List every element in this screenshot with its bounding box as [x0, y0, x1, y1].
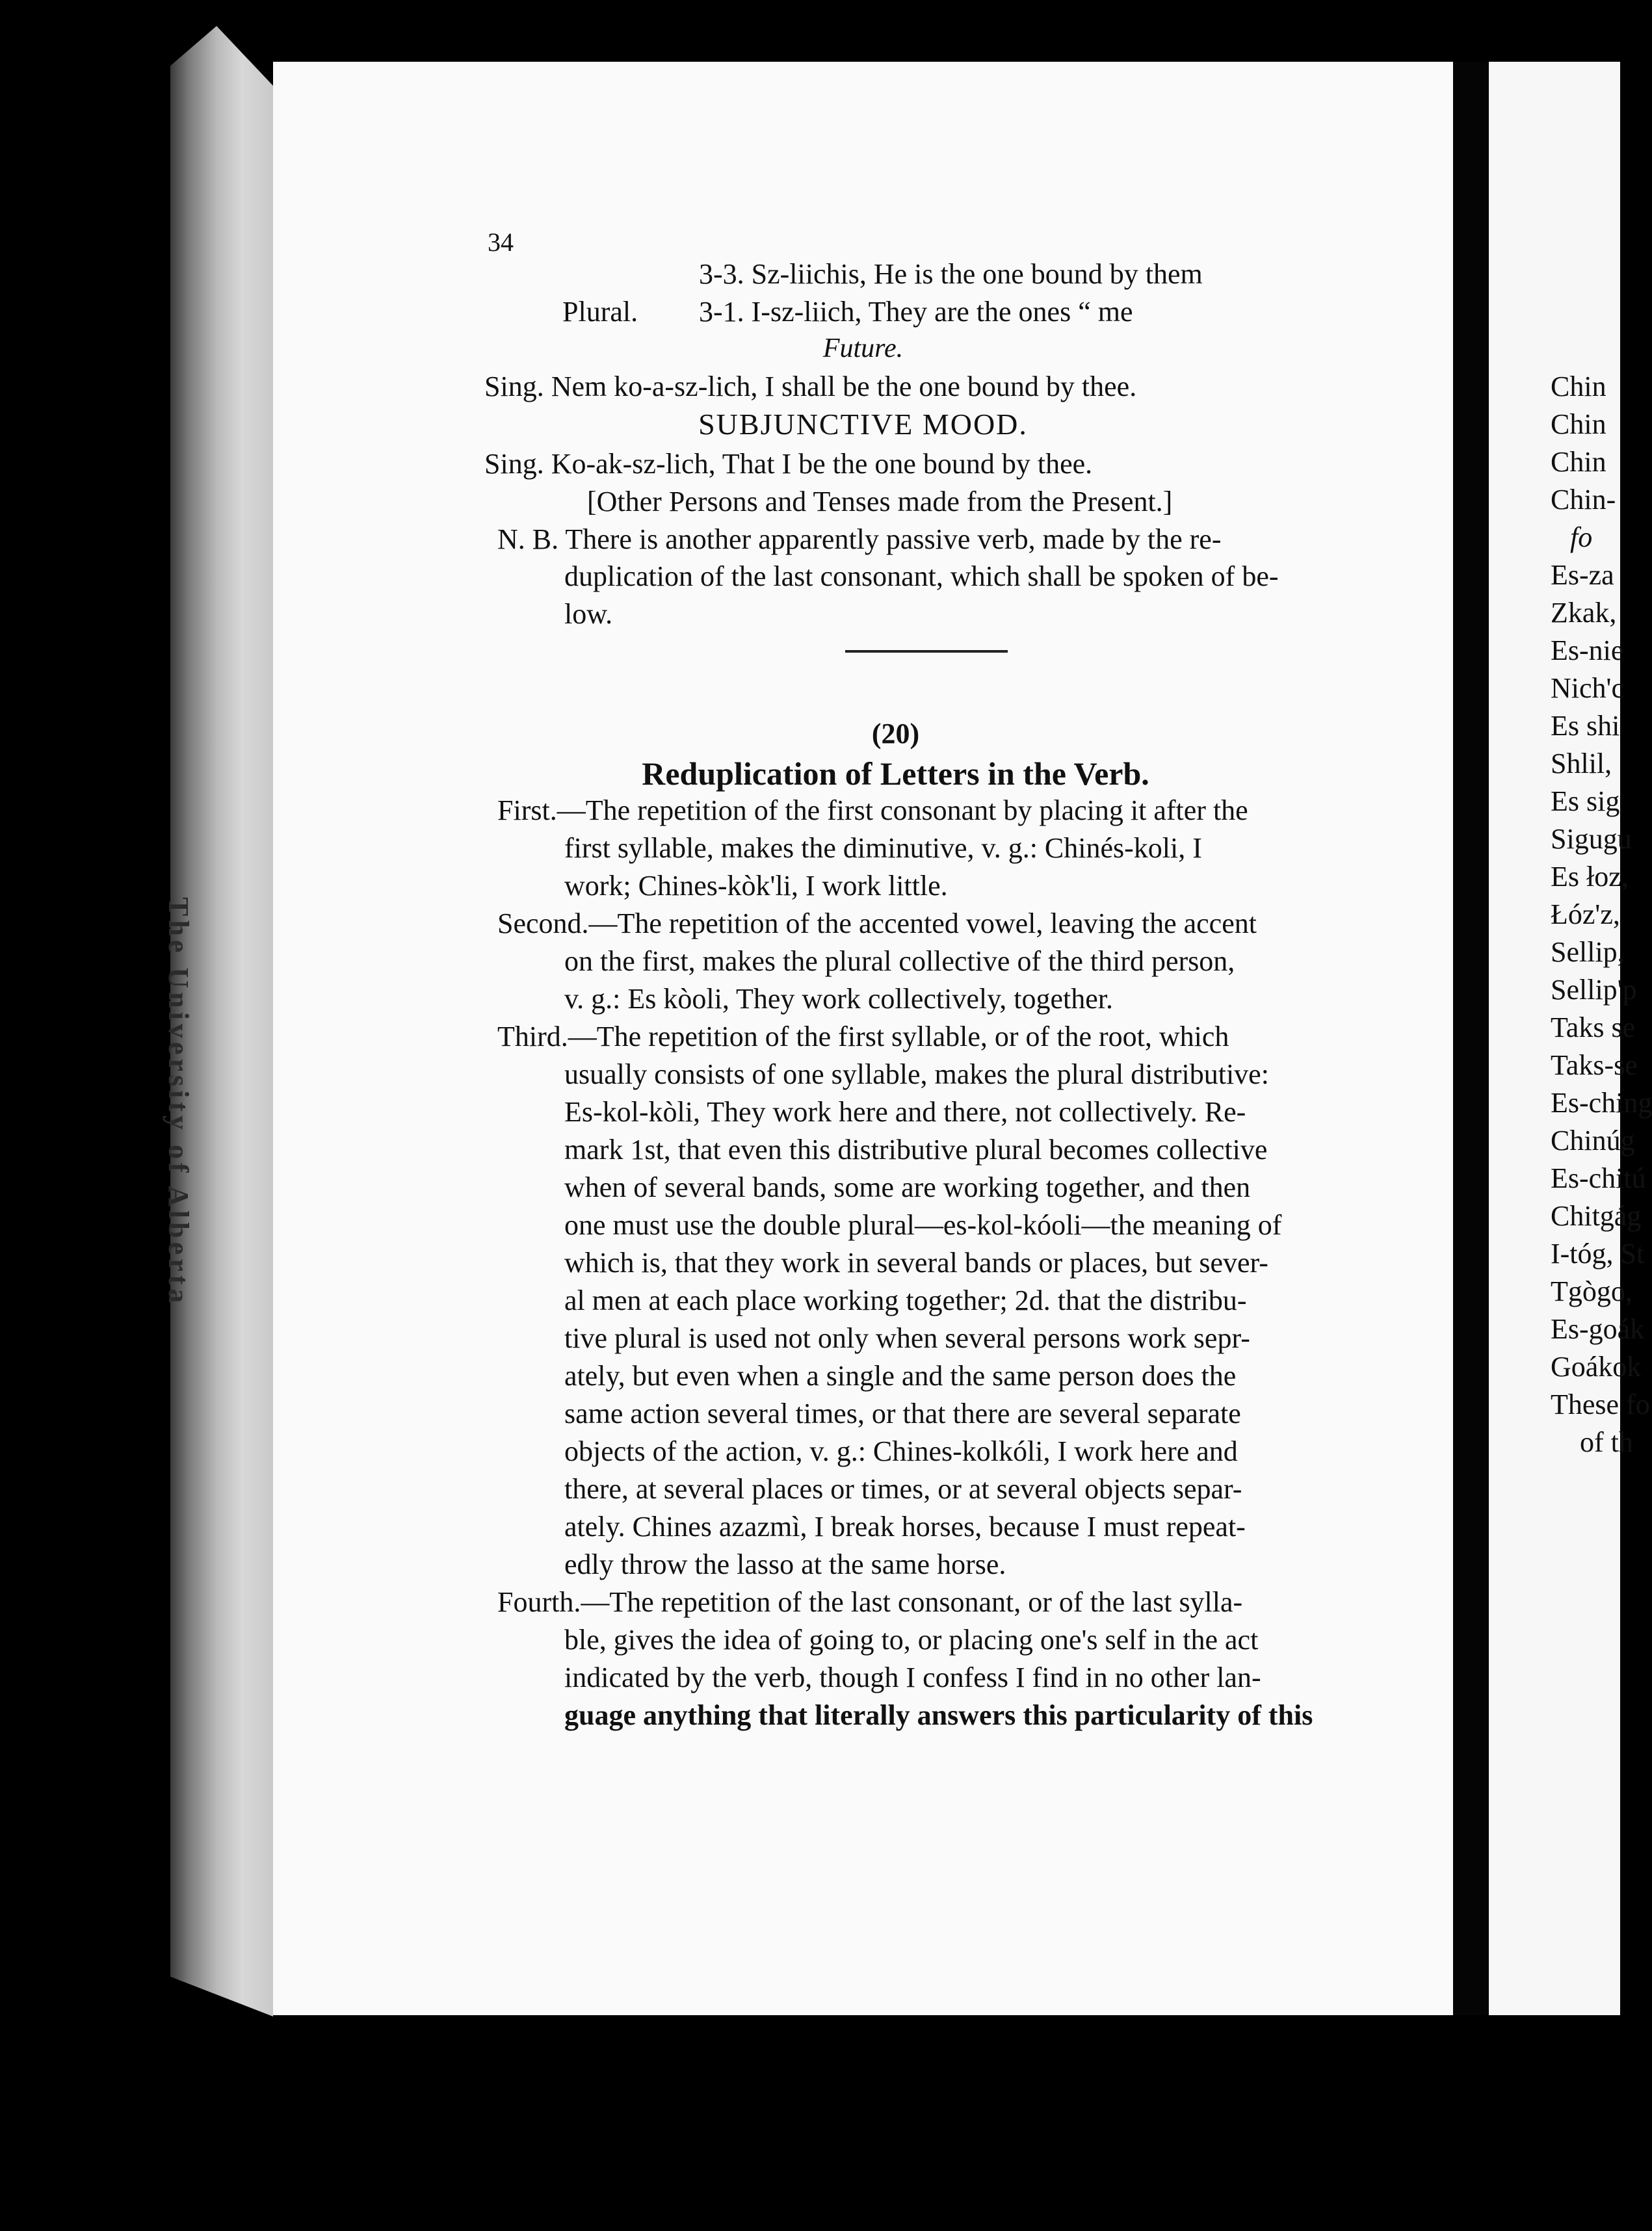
np-line: I-tóg, St: [1551, 1238, 1645, 1270]
other-persons-note: [Other Persons and Tenses made from the Present.]: [587, 486, 1173, 517]
np-line: Chin: [1551, 408, 1606, 440]
np-line: Es-chitú: [1551, 1162, 1646, 1194]
np-line: These fo: [1551, 1389, 1650, 1420]
body-line-17: same action several times, or that there are several separate: [564, 1398, 1241, 1429]
book-page: [273, 62, 1453, 2015]
body-line-12: one must use the double plural—es-kol-kóoli—the meaning of: [564, 1209, 1282, 1241]
body-line-18: objects of the action, v. g.: Chines-kolkóli, I work here and: [564, 1435, 1238, 1467]
np-line: Nich'c: [1551, 672, 1624, 704]
nb-line-2: duplication of the last consonant, which shall be spoken of be-: [564, 560, 1279, 592]
np-line: Es-goák: [1551, 1313, 1645, 1345]
future-heading: Future.: [822, 333, 904, 363]
np-line: Taks-se: [1551, 1049, 1638, 1081]
section-number: (20): [871, 718, 920, 750]
intro-line-2-prefix: Plural.: [562, 296, 638, 328]
np-line: Chin: [1551, 371, 1606, 402]
body-line-23: ble, gives the idea of going to, or placing one's self in the act: [564, 1624, 1259, 1656]
np-line: Taks se: [1551, 1011, 1636, 1043]
np-line: Es-ching: [1551, 1087, 1652, 1119]
body-line-9: Es-kol-kòli, They work here and there, not collectively. Re-: [564, 1096, 1246, 1128]
np-line: Chinúg: [1551, 1125, 1635, 1156]
nb-line-3: low.: [564, 598, 613, 630]
body-line-15: tive plural is used not only when several persons work sepr-: [564, 1322, 1250, 1354]
future-line: Sing. Nem ko-a-sz-lich, I shall be the one bound by thee.: [484, 371, 1137, 402]
intro-line-2: 3-1. I-sz-liich, They are the ones “ me: [699, 296, 1133, 328]
body-line-7: Third.—The repetition of the first syllable, or of the root, which: [497, 1021, 1229, 1052]
body-line-19: there, at several places or times, or at several objects separ-: [564, 1473, 1242, 1505]
body-line-13: which is, that they work in several bands or places, but sever-: [564, 1247, 1268, 1279]
body-line-4: Second.—The repetition of the accented vowel, leaving the accent: [497, 907, 1257, 939]
facing-page-fragment: [1489, 62, 1652, 2015]
np-line: Es łoz,: [1551, 861, 1629, 893]
subjunctive-line: Sing. Ko-ak-sz-lich, That I be the one bound by thee.: [484, 448, 1093, 480]
np-line: Sellip,: [1551, 936, 1625, 968]
body-line-6: v. g.: Es kòoli, They work collectively, together.: [564, 983, 1113, 1015]
body-line-14: al men at each place working together; 2d. that the distribu-: [564, 1285, 1247, 1316]
np-line: Tgògo,: [1551, 1275, 1632, 1307]
np-line: Shlil,: [1551, 748, 1612, 779]
np-line: Zkak,: [1551, 597, 1617, 629]
np-line: of th: [1580, 1426, 1633, 1458]
np-line: Es shi: [1551, 710, 1620, 742]
page-number: 34: [488, 228, 514, 257]
body-line-22: Fourth.—The repetition of the last consonant, or of the last sylla-: [497, 1586, 1243, 1618]
body-line-24: indicated by the verb, though I confess I find in no other lan-: [564, 1662, 1261, 1693]
page-gutter: [1453, 62, 1489, 2015]
np-line: Chin: [1551, 446, 1606, 478]
np-line: Es-nie: [1551, 634, 1624, 666]
body-line-25: guage anything that literally answers this particularity of this: [564, 1699, 1313, 1731]
np-line: Sellip'p: [1551, 974, 1637, 1006]
body-line-21: edly throw the lasso at the same horse.: [564, 1548, 1006, 1580]
np-line: Sigugu: [1551, 823, 1632, 855]
np-line: Goákok: [1551, 1351, 1642, 1383]
np-line: Chitgág: [1551, 1200, 1642, 1232]
body-line-11: when of several bands, some are working together, and then: [564, 1171, 1251, 1203]
np-line: Es sig: [1551, 785, 1620, 817]
body-line-10: mark 1st, that even this distributive plural becomes collective: [564, 1134, 1268, 1166]
body-line-8: usually consists of one syllable, makes the plural distributive:: [564, 1058, 1269, 1090]
body-line-16: ately, but even when a single and the same person does the: [564, 1360, 1237, 1392]
section-divider: [845, 650, 1008, 653]
body-line-3: work; Chines-kòk'li, I work little.: [564, 870, 948, 902]
subjunctive-heading: SUBJUNCTIVE MOOD.: [698, 408, 1028, 441]
body-line-2: first syllable, makes the diminutive, v. g.: Chinés-koli, I: [564, 832, 1202, 864]
np-line: Chin-: [1551, 484, 1616, 515]
body-line-1: First.—The repetition of the first consonant by placing it after the: [497, 794, 1248, 826]
section-title: Reduplication of Letters in the Verb.: [642, 755, 1149, 792]
intro-line-1: 3-3. Sz-liichis, He is the one bound by them: [699, 258, 1203, 290]
np-line: fo: [1570, 521, 1593, 553]
body-line-20: ately. Chines azazmì, I break horses, because I must repeat-: [564, 1511, 1246, 1543]
spine-label: The University of Alberta: [163, 897, 194, 1307]
body-line-5: on the first, makes the plural collective of the third person,: [564, 945, 1235, 977]
np-line: Es-za: [1551, 559, 1614, 591]
nb-line-1: N. B. There is another apparently passive verb, made by the re-: [497, 523, 1222, 555]
np-line: Łóz'z,: [1551, 898, 1620, 930]
